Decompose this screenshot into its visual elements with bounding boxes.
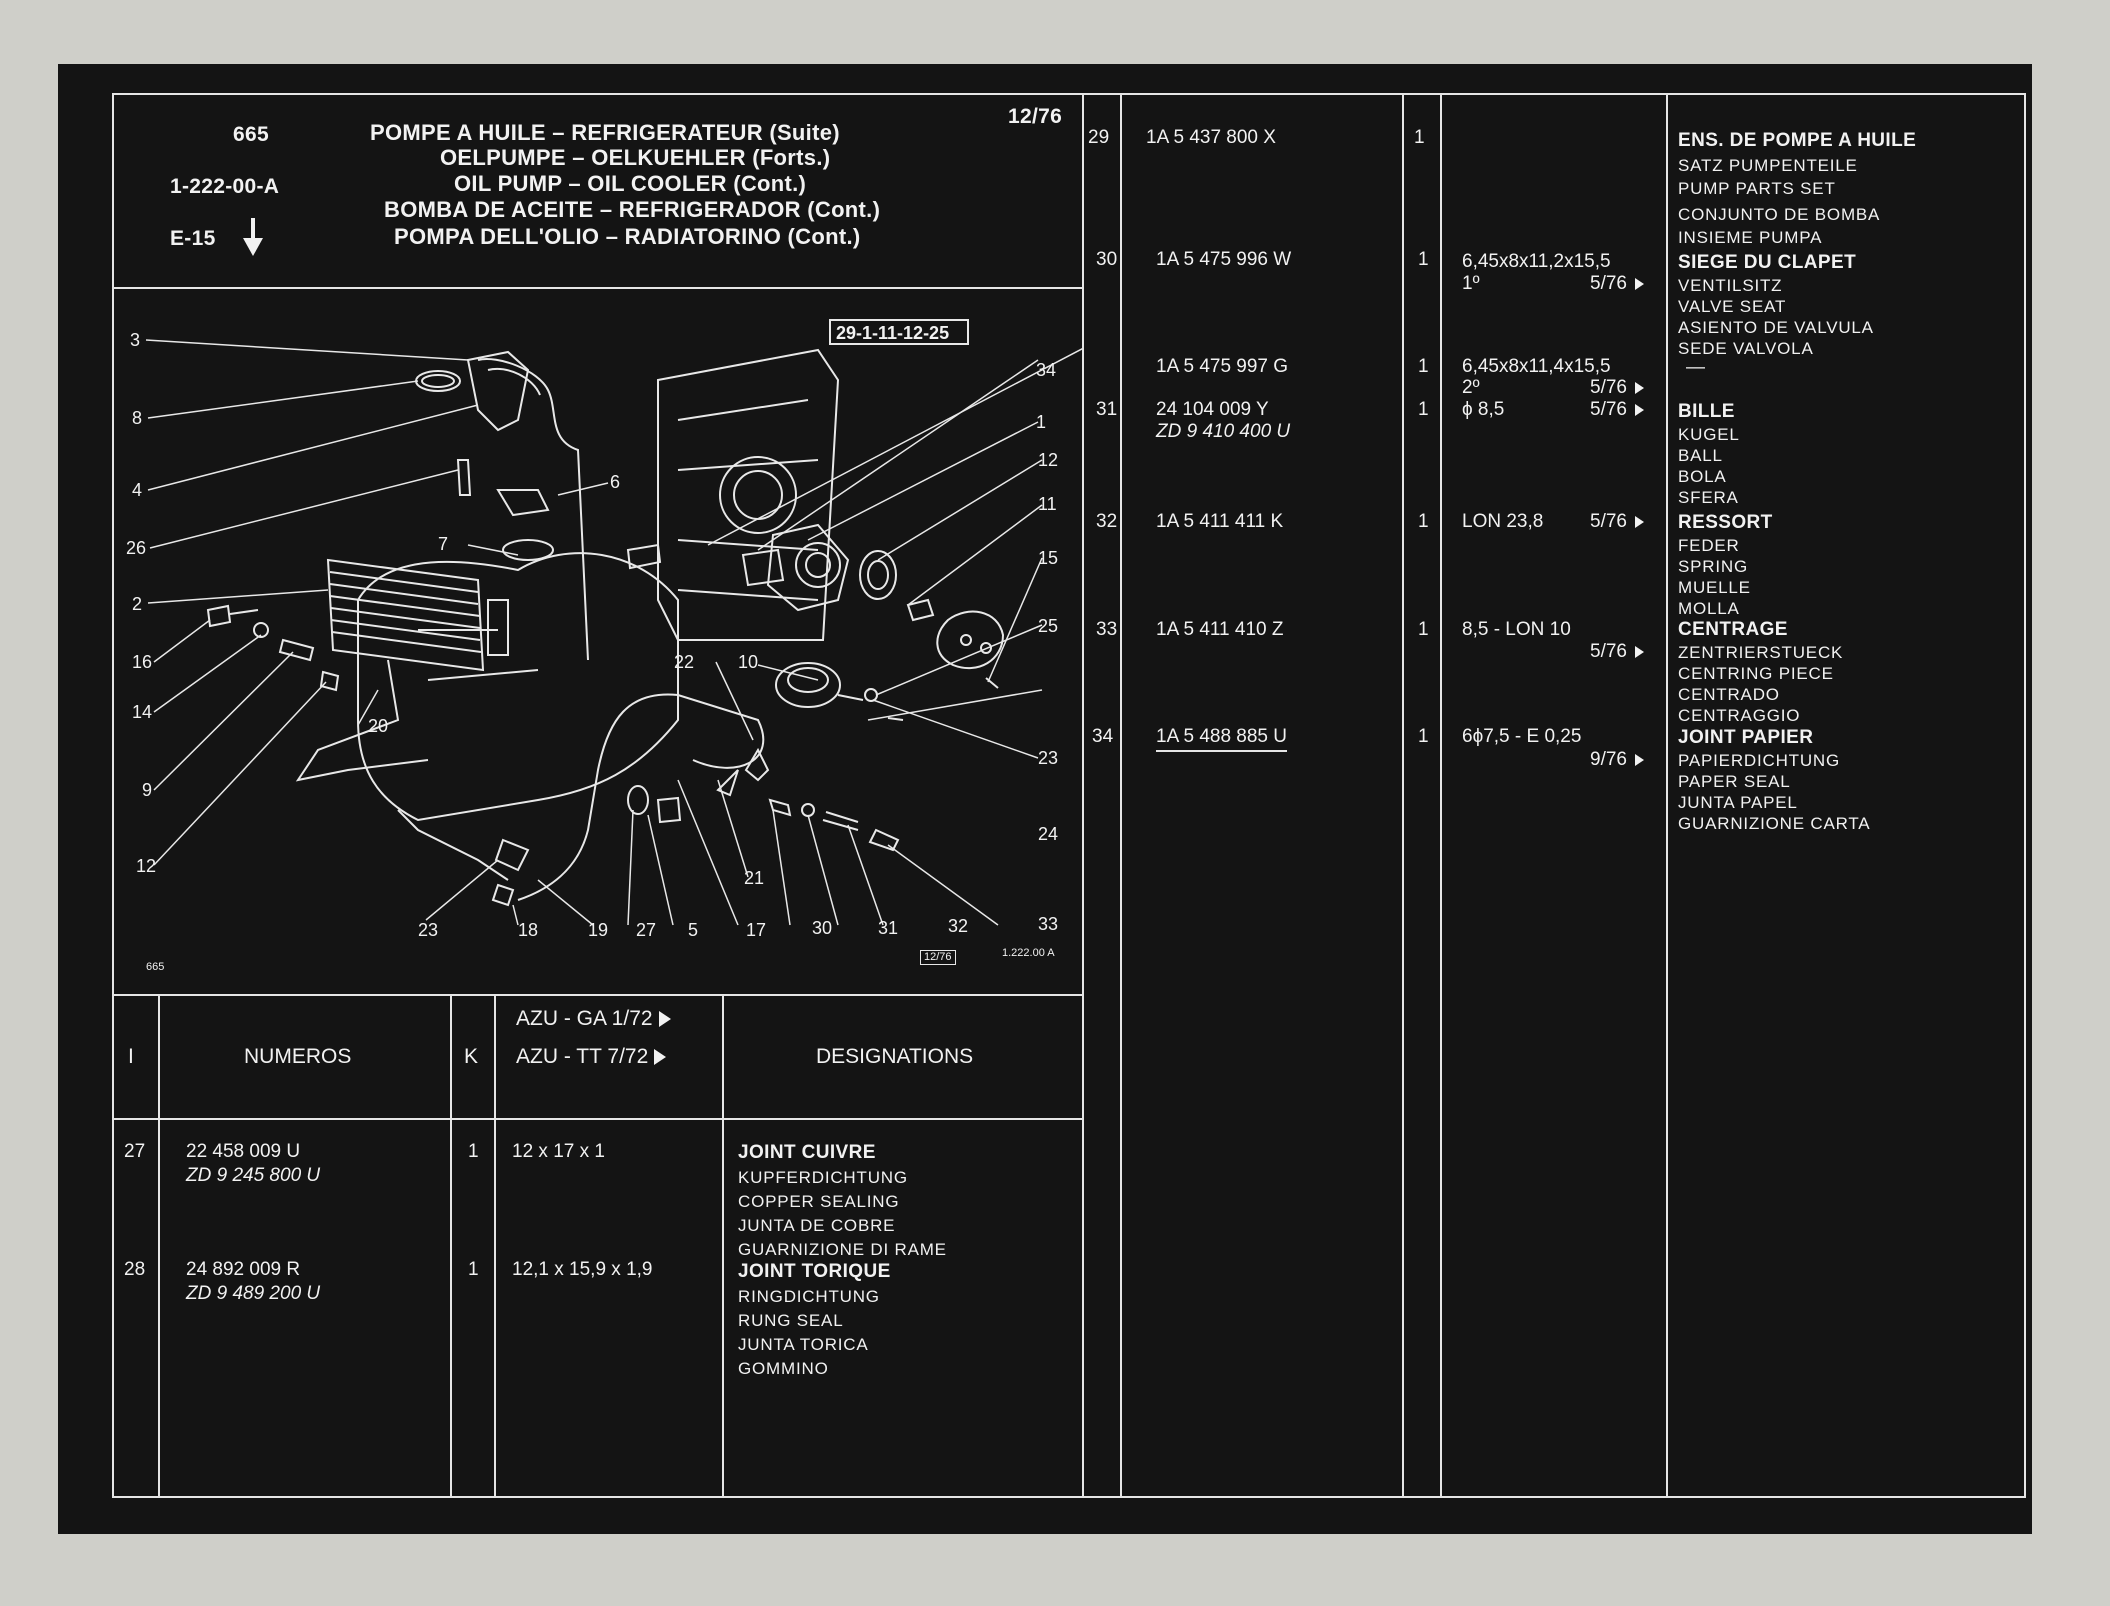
col-header-k: K [464,1045,479,1068]
col-divider-k [1402,93,1404,1498]
item-33: 33 [1096,619,1118,640]
callout-33: 33 [1038,914,1059,934]
designation-27-es: JUNTA DE COBRE [738,1216,896,1235]
designation-31-de: KUGEL [1678,425,1740,444]
item-34: 34 [1092,726,1114,747]
part-number-28: 24 892 009 R [186,1259,301,1280]
callout-16: 16 [132,652,153,672]
col-header-variant-ga: AZU - GA 1/72 [516,1008,671,1029]
designation-30-es: ASIENTO DE VALVULA [1678,318,1874,337]
callout-21: 21 [744,868,765,888]
col-divider-left-item [158,994,160,1498]
callout-17: 17 [746,920,767,940]
col-divider-number [1120,93,1122,1498]
designation-27-it: GUARNIZIONE DI RAME [738,1240,947,1259]
part-number-27: 22 458 009 U [186,1141,301,1162]
designation-30-it: SEDE VALVOLA [1678,339,1814,358]
designation-32-en: SPRING [1678,557,1748,576]
col-header-item: I [128,1045,134,1068]
callout-34: 34 [1036,360,1057,380]
designation-33-it: CENTRAGGIO [1678,706,1801,725]
designation-34-en: PAPER SEAL [1678,772,1791,791]
spec-27: 12 x 17 x 1 [512,1141,605,1162]
callout-10: 10 [738,652,759,672]
qty-34: 1 [1418,726,1429,747]
designation-30-de: VENTILSITZ [1678,276,1783,295]
designation-29-fr: ENS. DE POMPE A HUILE [1678,130,1917,151]
item-28: 28 [124,1259,146,1280]
callout-6: 6 [610,472,621,492]
spec-30b: 6,45x8x11,4x15,5 [1462,356,1611,377]
item-29: 29 [1088,127,1110,148]
ref-code: 1-222-00-A [170,175,280,198]
callout-27: 27 [636,920,657,940]
callout-1: 1 [1036,412,1047,432]
spec-33: 8,5 - LON 10 [1462,619,1571,640]
col-divider-spec [1440,93,1442,1498]
arrow-down-icon [240,216,266,258]
col-divider-designation [1666,93,1668,1498]
designation-29-en: PUMP PARTS SET [1678,179,1836,198]
spec-30: 6,45x8x11,2x15,5 [1462,251,1611,272]
callout-12-left: 12 [136,856,157,876]
qty-30: 1 [1418,249,1429,270]
designation-28-fr: JOINT TORIQUE [738,1261,891,1282]
revision-30: 5/76 [1590,274,1644,293]
designation-31-en: BALL [1678,446,1723,465]
callout-3: 3 [130,330,141,350]
designation-28-en: RUNG SEAL [738,1311,844,1330]
callout-14: 14 [132,702,153,722]
alt-number-27: ZD 9 245 800 U [186,1165,321,1186]
callout-22: 22 [674,652,695,672]
designation-33-de: ZENTRIERSTUECK [1678,643,1844,662]
part-number-29: 1A 5 437 800 X [1146,127,1276,148]
callout-23-left: 23 [418,920,439,940]
item-32: 32 [1096,511,1118,532]
designation-33-en: CENTRING PIECE [1678,664,1834,683]
designation-30b-dash: — [1686,357,1705,378]
alt-number-28: ZD 9 489 200 U [186,1283,321,1304]
item-30: 30 [1096,249,1118,270]
callout-24: 24 [1038,824,1059,844]
designation-34-fr: JOINT PAPIER [1678,727,1814,748]
callout-2: 2 [132,594,143,614]
designation-27-en: COPPER SEALING [738,1192,900,1211]
spec-30b-index: 2º [1462,377,1480,398]
designation-33-es: CENTRADO [1678,685,1780,704]
designation-31-fr: BILLE [1678,401,1735,422]
col-header-designations: DESIGNATIONS [816,1045,974,1068]
fig-number: 665 [233,123,269,146]
section-code: E-15 [170,227,216,250]
title-fr: POMPE A HUILE – REFRIGERATEUR (Suite) [370,120,840,145]
callout-8: 8 [132,408,143,428]
spec-32: LON 23,8 [1462,511,1544,532]
designation-34-es: JUNTA PAPEL [1678,793,1798,812]
diagram-footer-ref: 1.222.00 A [1002,947,1055,959]
designation-28-de: RINGDICHTUNG [738,1287,880,1306]
callout-9: 9 [142,780,153,800]
designation-29-de: SATZ PUMPENTEILE [1678,156,1858,175]
callout-19: 19 [588,920,609,940]
callout-15: 15 [1038,548,1059,568]
col-header-numbers: NUMEROS [244,1045,352,1068]
diagram-footer-date: 12/76 [920,950,956,965]
designation-31-it: SFERA [1678,488,1739,507]
callout-31: 31 [878,918,899,938]
spec-28: 12,1 x 15,9 x 1,9 [512,1259,653,1280]
designation-27-de: KUPFERDICHTUNG [738,1168,908,1187]
callout-20: 20 [368,716,389,736]
designation-29-it: INSIEME PUMPA [1678,228,1823,247]
designation-30-en: VALVE SEAT [1678,297,1787,316]
spec-31: ϕ 8,5 [1462,399,1505,420]
designation-32-es: MUELLE [1678,578,1751,597]
designation-32-de: FEDER [1678,536,1740,555]
revision-30b: 5/76 [1590,378,1644,397]
designation-32-it: MOLLA [1678,599,1740,618]
part-number-32: 1A 5 411 411 K [1156,511,1284,532]
qty-27: 1 [468,1141,479,1162]
col-divider-left-k [494,994,496,1498]
diagram-bottom-rule [112,994,1084,996]
col-divider-left-spec [722,994,724,1498]
title-es: BOMBA DE ACEITE – REFRIGERADOR (Cont.) [384,197,881,222]
callout-7: 7 [438,534,449,554]
designation-33-fr: CENTRAGE [1678,619,1788,640]
callout-32: 32 [948,916,969,936]
item-27: 27 [124,1141,146,1162]
title-it: POMPA DELL'OLIO – RADIATORINO (Cont.) [394,224,861,249]
callout-5: 5 [688,920,699,940]
qty-30b: 1 [1418,356,1429,377]
part-number-30: 1A 5 475 996 W [1156,249,1292,270]
exploded-diagram-drawing [118,300,1083,965]
title-en: OIL PUMP – OIL COOLER (Cont.) [454,171,807,196]
revision-31: 5/76 [1590,400,1644,419]
designation-29-es: CONJUNTO DE BOMBA [1678,205,1881,224]
designation-30-fr: SIEGE DU CLAPET [1678,252,1857,273]
title-de: OELPUMPE – OELKUEHLER (Forts.) [440,145,831,170]
col-header-variant-tt: AZU - TT 7/72 [516,1046,666,1067]
designation-34-it: GUARNIZIONE CARTA [1678,814,1871,833]
designation-27-fr: JOINT CUIVRE [738,1142,876,1163]
callout-12-right: 12 [1038,450,1059,470]
callout-25: 25 [1038,616,1059,636]
designation-28-it: GOMMINO [738,1359,829,1378]
part-number-33: 1A 5 411 410 Z [1156,619,1284,640]
designation-34-de: PAPIERDICHTUNG [1678,751,1841,770]
designation-31-es: BOLA [1678,467,1727,486]
callout-23-right: 23 [1038,748,1059,768]
designation-32-fr: RESSORT [1678,512,1773,533]
spec-34: 6ϕ7,5 - E 0,25 [1462,726,1582,747]
revision-34: 9/76 [1590,750,1644,769]
qty-31: 1 [1418,399,1429,420]
spec-30-index: 1º [1462,273,1480,294]
ref-box-label: 29-1-11-12-25 [836,323,950,343]
col-divider-left-number [450,994,452,1498]
callout-26: 26 [126,538,147,558]
diagram-footer-fig: 665 [146,961,165,973]
revision-32: 5/76 [1590,512,1644,531]
header-bottom-rule [112,287,1084,289]
part-number-31: 24 104 009 Y [1156,399,1269,420]
item-31: 31 [1096,399,1118,420]
column-header-rule [112,1118,1084,1120]
part-number-30b: 1A 5 475 997 G [1156,356,1289,377]
exploded-diagram [118,300,1083,965]
alt-number-31: ZD 9 410 400 U [1156,421,1291,442]
qty-28: 1 [468,1259,479,1280]
designation-28-es: JUNTA TORICA [738,1335,869,1354]
revision-33: 5/76 [1590,642,1644,661]
callout-11: 11 [1038,494,1057,514]
qty-29: 1 [1414,127,1425,148]
callout-18: 18 [518,920,539,940]
qty-32: 1 [1418,511,1429,532]
sheet-date: 12/76 [1008,105,1063,128]
qty-33: 1 [1418,619,1429,640]
part-number-34: 1A 5 488 885 U [1156,727,1287,752]
callout-4: 4 [132,480,143,500]
callout-30: 30 [812,918,833,938]
